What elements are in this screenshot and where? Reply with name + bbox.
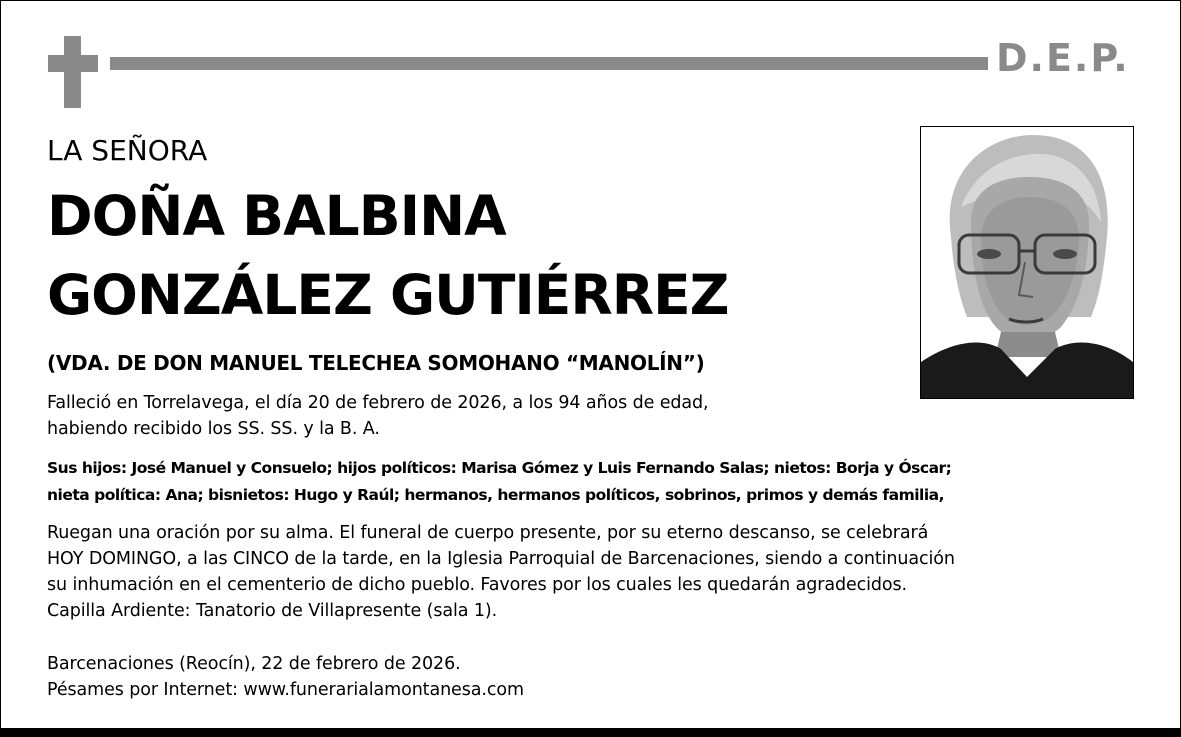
family-line1: Sus hijos: José Manuel y Consuelo; hijos políticos: Marisa Gómez y Luis Fernando Salas; nietos: Borja y Óscar;: [47, 459, 952, 477]
honorific: LA SEÑORA: [47, 134, 208, 167]
widow-of-line: (VDA. DE DON MANUEL TELECHEA SOMOHANO “MANOLÍN”): [47, 351, 705, 375]
cross-icon: [64, 36, 81, 108]
header-rule: [110, 57, 988, 70]
death-line2: habiendo recibido los SS. SS. y la B. A.: [47, 419, 380, 439]
portrait-illustration: [921, 127, 1133, 398]
portrait-photo: [920, 126, 1134, 399]
death-line1: Falleció en Torrelavega, el día 20 de febrero de 2026, a los 94 años de edad,: [47, 393, 709, 413]
funeral-line1: Ruegan una oración por su alma. El funeral de cuerpo presente, por su eterno descanso, se celebrará: [47, 523, 929, 543]
family-line2: nieta política: Ana; bisnietos: Hugo y Raúl; hermanos, hermanos políticos, sobrinos, primos y demás familia,: [47, 486, 945, 504]
cross-icon-bar: [48, 55, 98, 72]
deceased-name-line2: GONZÁLEZ GUTIÉRREZ: [47, 263, 729, 327]
place-date: Barcenaciones (Reocín), 22 de febrero de 2026.: [47, 654, 461, 674]
bottom-bar: [0, 728, 1181, 737]
deceased-name-line1: DOÑA BALBINA: [47, 184, 506, 248]
dep-label: D.E.P.: [996, 36, 1130, 80]
condolences-line: Pésames por Internet: www.funerarialamontanesa.com: [47, 680, 524, 700]
funeral-line3: su inhumación en el cementerio de dicho pueblo. Favores por los cuales les quedarán agradecidos.: [47, 575, 907, 595]
funeral-line2: HOY DOMINGO, a las CINCO de la tarde, en la Iglesia Parroquial de Barcenaciones, siendo a continuación: [47, 549, 955, 569]
funeral-line4: Capilla Ardiente: Tanatorio de Villapresente (sala 1).: [47, 601, 498, 621]
